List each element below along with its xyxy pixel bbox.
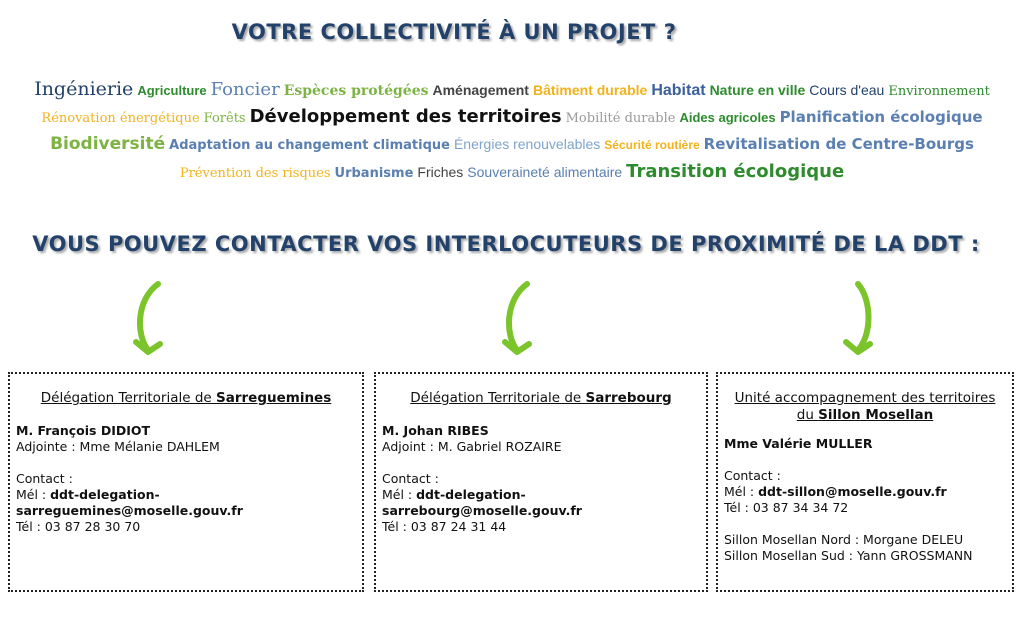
word-adaptation-changement-climatique: Adaptation au changement climatique [169, 138, 450, 153]
word-forets: Forêts [203, 111, 246, 126]
contact-mail-line [382, 487, 706, 519]
word-renovation-energetique: Rénovation énergétique [41, 111, 200, 126]
card-title-prefix: Unité accompagnement des territoires [734, 390, 996, 406]
word-nature-en-ville: Nature en ville [709, 82, 806, 98]
mail-label: Mél : [16, 487, 51, 502]
card-title-place: Sarreguemines [216, 390, 332, 406]
contact-card-sarreguemines [8, 372, 364, 592]
email-link[interactable]: ddt-delegation-sarrebourg@moselle.gouv.fr [382, 487, 582, 518]
word-cloud-line-1 [0, 78, 1024, 100]
word-batiment-durable: Bâtiment durable [532, 82, 648, 98]
card-title-prefix: Délégation Territoriale de [410, 390, 586, 406]
word-environnement: Environnement [888, 84, 990, 99]
word-foncier: Foncier [210, 79, 280, 100]
contact-card-sillon-mosellan [716, 372, 1014, 592]
word-ingenierie: Ingénierie [34, 78, 134, 100]
word-cloud-line-2 [0, 106, 1024, 127]
contact-label: Contact : [16, 471, 73, 486]
mail-label: Mél : [724, 484, 759, 499]
word-friches: Friches [417, 164, 464, 180]
email-link[interactable]: ddt-delegation-sarreguemines@moselle.gouv.fr [16, 487, 243, 518]
contact-card-sarrebourg [374, 372, 708, 592]
word-cloud-line-4 [0, 161, 1024, 182]
contact-phone: Tél : 03 87 24 31 44 [382, 519, 507, 534]
card-title [376, 390, 706, 407]
contact-mail-line [724, 484, 1012, 500]
word-energies-renouvelables: Énergies renouvelables [453, 136, 601, 152]
word-revitalisation-centre-bourgs: Revitalisation de Centre-Bourgs [703, 135, 974, 153]
contact-phone: Tél : 03 87 34 34 72 [724, 500, 849, 515]
contact-phone: Tél : 03 87 28 30 70 [16, 519, 141, 534]
contact-heading: VOUS POUVEZ CONTACTER VOS INTERLOCUTEURS DE PROXIMITÉ DE LA DDT : [32, 232, 980, 256]
word-agriculture: Agriculture [137, 83, 207, 98]
card-title-prefix: Délégation Territoriale de [40, 390, 217, 406]
contact-name: M. François DIDIOT [16, 423, 151, 438]
card-title-line2-prefix: du [796, 407, 819, 423]
word-cours-deau: Cours d'eau [809, 82, 885, 98]
contact-extra-north: Sillon Mosellan Nord : Morgane DELEU [724, 532, 964, 547]
arrow-down-icon [128, 280, 168, 360]
mail-label: Mél : [382, 487, 417, 502]
contact-name: Mme Valérie MULLER [724, 436, 873, 451]
word-securite-routiere: Sécurité routière [604, 138, 700, 152]
arrow-down-icon [838, 280, 878, 360]
word-biodiversite: Biodiversité [50, 134, 166, 154]
word-cloud-line-3 [0, 134, 1024, 154]
word-especes-protegees: Espèces protégées [283, 83, 429, 99]
project-heading: VOTRE COLLECTIVITÉ À UN PROJET ? [231, 20, 677, 44]
card-title-place: Sarrebourg [585, 390, 672, 406]
word-habitat: Habitat [651, 82, 706, 99]
contact-extra-south: Sillon Mosellan Sud : Yann GROSSMANN [724, 548, 973, 563]
contact-deputy: Adjointe : Mme Mélanie DAHLEM [16, 439, 220, 454]
word-prevention-des-risques: Prévention des risques [179, 166, 331, 181]
card-title [718, 390, 1012, 424]
word-developpement-des-territoires: Développement des territoires [249, 106, 562, 127]
contact-mail-line [16, 487, 362, 519]
contact-deputy: Adjoint : M. Gabriel ROZAIRE [382, 439, 562, 454]
word-souverainete-alimentaire: Souveraineté alimentaire [467, 164, 623, 180]
contact-label: Contact : [382, 471, 439, 486]
word-planification-ecologique: Planification écologique [779, 108, 983, 126]
word-transition-ecologique: Transition écologique [626, 161, 845, 182]
card-title-place: Sillon Mosellan [818, 407, 934, 423]
card-title [10, 390, 362, 407]
word-mobilite-durable: Mobilité durable [565, 111, 676, 126]
contact-name: M. Johan RIBES [382, 423, 489, 438]
arrow-down-icon [497, 280, 537, 360]
word-aides-agricoles: Aides agricoles [679, 110, 776, 125]
word-urbanisme: Urbanisme [334, 166, 414, 181]
word-amenagement: Aménagement [432, 82, 529, 98]
contact-label: Contact : [724, 468, 781, 483]
email-link[interactable]: ddt-sillon@moselle.gouv.fr [758, 484, 947, 499]
